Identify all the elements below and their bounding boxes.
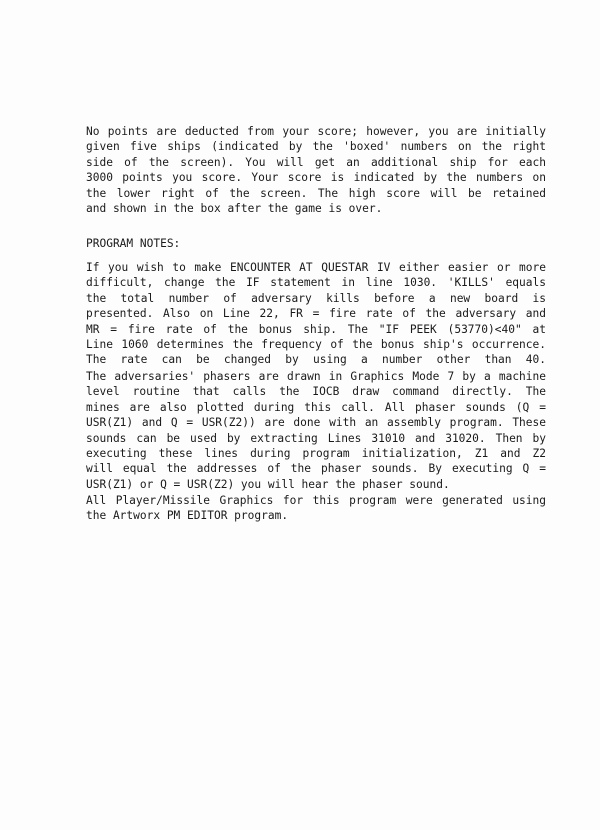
text-line: The adversaries' phasers are drawn in Graphics Mode 7 by a machine	[86, 370, 546, 383]
text-line: All Player/Missile Graphics for this program were generated using	[86, 494, 546, 507]
text-line: The rate can be changed by using a number other than 40.	[86, 353, 546, 367]
text-line: the Artworx PM EDITOR program.	[86, 509, 289, 523]
text-line: difficult, change the IF statement in line 1030. 'KILLS' equals	[86, 276, 546, 290]
text-line: level routine that calls the IOCB draw command directly. The	[86, 385, 546, 399]
text-line: sounds can be used by extracting Lines 31010 and 31020. Then by	[86, 431, 546, 445]
text-line: the total number of adversary kills before a new board is	[86, 291, 546, 305]
text-line: USR(Z1) or Q = USR(Z2) you will hear the phaser sound.	[86, 477, 450, 491]
paragraph-scoring	[86, 124, 546, 216]
text-line: presented. Also on Line 22, FR = fire rate of the adversary and	[86, 307, 546, 321]
section-heading: PROGRAM NOTES:	[86, 237, 181, 250]
text-line: No points are deducted from your score; however, you are initially	[86, 125, 546, 138]
paragraph-phasers	[86, 369, 546, 492]
text-line: the lower right of the screen. The high score will be retained	[86, 186, 546, 200]
text-line: executing these lines during program initialization, Z1 and Z2	[86, 446, 546, 460]
text-line: USR(Z1) and Q = USR(Z2)) are done with an assembly program. These	[86, 416, 546, 430]
text-line: If you wish to make ENCOUNTER AT QUESTAR IV either easier or more	[86, 261, 546, 274]
text-line: MR = fire rate of the bonus ship. The "IF PEEK (53770)<40" at	[86, 322, 546, 336]
text-line: Line 1060 determines the frequency of the bonus ship's occurrence.	[86, 337, 546, 351]
text-line: 3000 points you score. Your score is indicated by the numbers on	[86, 171, 546, 185]
paragraph-difficulty	[86, 260, 546, 368]
text-line: given five ships (indicated by the 'boxed' numbers on the right	[86, 140, 546, 154]
text-line: will equal the addresses of the phaser sounds. By executing Q =	[86, 462, 546, 476]
text-line: mines are also plotted during this call. All phaser sounds (Q =	[86, 400, 546, 414]
text-line: and shown in the box after the game is over.	[86, 201, 383, 215]
text-line: side of the screen). You will get an additional ship for each	[86, 155, 546, 169]
paragraph-graphics	[86, 493, 546, 524]
